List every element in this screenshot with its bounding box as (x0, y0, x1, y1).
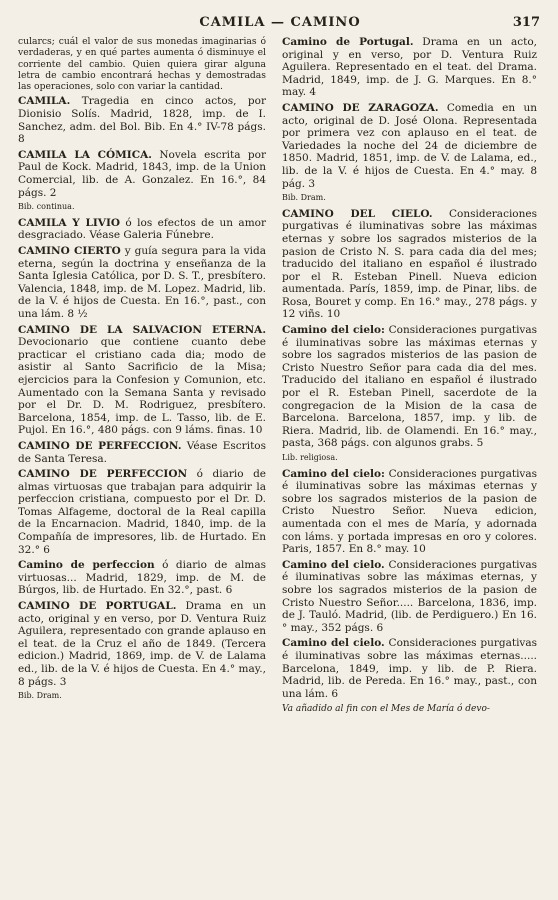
catalog-entry (18, 600, 266, 688)
catalog-entry (282, 324, 537, 450)
entry-description: Consideraciones purgativas é iluminativas sobre las máximas eternas, y sobre los sagrados misterios de la pasion de Cristo Nuestro Señor..... Barcelona, 1836, imp. de J. Tauló. Madrid, (lib. de Perdiguero.) En 16.° may., 352 págs. 6 (282, 558, 538, 634)
left-column (18, 36, 266, 706)
entry-title: CAMINO DE PERFECCION. (18, 439, 182, 452)
catalog-entry (282, 208, 537, 321)
entry-title: CAMINO DE PORTUGAL. (18, 600, 177, 613)
right-column (282, 36, 537, 716)
entry-title: CAMINO CIERTO (18, 245, 121, 258)
entry-description: Tragedia en cinco actos, por Dionisio Solís. Madrid, 1828, imp. de I. Sanchez, adm. del Bol. Bib. En 4.° IV-78 págs. 8 (18, 95, 266, 146)
entry-description: Drama en un acto, original y en verso, por D. Ventura Ruiz Aguilera. Representado en el teat. del Drama. Madrid, 1849, imp. de J. G. Marques. En 8.° may. 4 (282, 36, 537, 99)
entry-description: Comedia en un acto, original de D. José Olona. Representada por primera vez con aplauso en el teat. de Variedades la noche del 24 de diciembre de 1850. Madrid, 1851, imp. de V. de Lalama, ed., lib. de la V. é hijos de Cuesta. En 4.° may. 8 pág. 3 (282, 101, 537, 190)
catalog-entry (18, 440, 266, 465)
entry-title: CAMINO DE LA SALVACION ETERNA. (18, 323, 266, 336)
entry-description: Novela escrita por Paul de Kock. Madrid, 1843, imp. de la Union Comercial, lib. de A. Gonzalez. En 16.°, 84 págs. 2 (18, 148, 266, 199)
entry-description: Véase Escritos de Santa Teresa. (18, 439, 266, 465)
entry-description: ó los efectos de un amor desgraciado. Véase Galeria Fúnebre. (18, 216, 266, 242)
catalog-entry (18, 468, 266, 556)
page-number: 317 (512, 15, 540, 30)
entry-description: Devocionario que contiene cuanto debe practicar el cristiano cada dia; modo de asistir al Santo Sacrificio de la Misa; ejercicios para la Confesion y Comunion, etc. Aumentado con la Semana Santa y revisado por el Dr. D. M. Rodriguez, presbítero. Barcelona, 1854, imp. de L. Tasso, lib. de E. Pujol. En 16.°, 480 págs. con 9 láms. finas. 10 (18, 336, 266, 437)
entry-description: ó diario de almas virtuosas que trabajan para adquirir la perfeccion cristiana, compuesto por el Dr. D. Tomas Alfageme, doctoral de la Real capilla de la Encarnacion. Madrid, 1840, imp. de la Compañía de impresores, lib. de Hurtado. En 32.° 6 (18, 468, 267, 556)
entry-title: Camino del cielo: (282, 467, 385, 480)
entry-title: CAMILA Y LIVIO (18, 216, 121, 229)
catalog-entry (282, 36, 537, 99)
entry-description: Consideraciones purgativas é iluminativas sobre las máximas eternas..... Barcelona, 1849, imp. y lib. de P. Riera. Madrid, lib. de Pereda. En 16.° may., past., con una lám. 6 (282, 637, 538, 700)
catalog-entry (18, 149, 266, 199)
entry-description: cularcs; cuál el valor de sus monedas imaginarias ó verdaderas, y en qué partes aumenta ó disminuye el corriente del cambio. Quien quiera girar alguna letra de cambio encontrará hechas y demostradas las operaciones, solo con variar la cantidad. (18, 36, 266, 93)
catalog-entry (18, 95, 266, 145)
footnote: Va añadido al fin con el Mes de María ó devo- (282, 704, 490, 715)
entry-description: Consideraciones purgativas é iluminativas sobre las máximas eternas y sobre los sagrados misterios de la pasion de Cristo Nuestro Señor. Nueva edicion, aumentada con el mes de María, y adornada con láms. y portada impresas en oro y colores. Paris, 1857. En 8.° may. 10 (282, 467, 538, 556)
catalog-entry (18, 245, 266, 321)
catalog-entry (282, 637, 537, 700)
catalog-entry (282, 468, 537, 556)
entry-description: Consideraciones purgativas é iluminativas sobre las máximas eternas y sobre los sagrados misterios de la pasion de Cristo N. S. para cada dia del mes; traducido del italiano en español é ilustrado por el R. Esteban Pinell. Nueva edicion aumentada. París, 1859, imp. de Pinar, libs. de Rosa, Bouret y comp. En 16.° may., 278 págs. y 12 viñs. 10 (282, 207, 537, 321)
entry-description: Drama en un acto, original y en verso, por D. Ventura Ruiz Aguilera, representado con grande aplauso en el teat. de la Cruz el año de 1849. (Tercera edicion.) Madrid, 1869, imp. de V. de Lalama ed., lib. de la V. é hijos de Cuesta. En 4.° may., 8 págs. 3 (18, 600, 266, 688)
entry-title: Camino del cielo. (282, 558, 385, 571)
collection-note: Bib. Dram. (18, 691, 62, 701)
header-title: CAMILA — CAMINO (199, 15, 361, 30)
entry-title: CAMILA. (18, 95, 71, 108)
entry-title: CAMINO DE ZARAGOZA. (282, 101, 439, 114)
catalog-entry (18, 36, 266, 92)
catalog-entry (18, 324, 266, 437)
entry-title: Camino del cielo. (282, 637, 385, 650)
entry-description: ó diario de almas virtuosas... Madrid, 1829, imp. de M. de Búrgos, lib. de Hurtado. En 32.°, past. 6 (18, 559, 266, 597)
catalog-entry (18, 559, 266, 597)
running-header (20, 8, 540, 30)
catalog-entry (18, 217, 266, 242)
collection-note: Bib. continua. (18, 202, 75, 212)
entry-title: CAMINO DE PERFECCION (18, 468, 188, 481)
entry-title: Camino de Portugal. (282, 36, 414, 48)
collection-note: Bib. Dram. (282, 193, 326, 203)
entry-title: CAMILA LA CÓMICA. (18, 148, 152, 161)
entry-title: CAMINO DEL CIELO. (282, 207, 433, 220)
entry-description: y guía segura para la vida eterna, según la doctrina y enseñanza de la Santa Iglesia Católica, por D. S. T., presbítero. Valencia, 1848, imp. de M. Lopez. Madrid, lib. de la V. é hijos de Cuesta. En 16.°, past., con una lám. 8 ½ (18, 245, 266, 320)
catalog-entry (282, 559, 537, 635)
collection-note: Lib. religiosa. (282, 453, 338, 462)
entry-description: Consideraciones purgativas é iluminativas sobre las máximas eternas y sobre los sagrados misterios de las pasion de Cristo Nuestro Señor para cada dia del mes. Traducido del italiano en español é ilustrado por el R. Esteban Pinell, sacerdote de la congregacion de la Mision de la casa de Barcelona. Barcelona, 1857, imp. y lib. de Riera. Madrid, lib. de Olamendi. En 16.° may., pasta, 368 págs. con algunos grabs. 5 (282, 324, 538, 450)
entry-title: Camino de perfeccion (18, 559, 155, 572)
catalog-entry (282, 102, 537, 190)
entry-title: Camino del cielo: (282, 324, 385, 337)
